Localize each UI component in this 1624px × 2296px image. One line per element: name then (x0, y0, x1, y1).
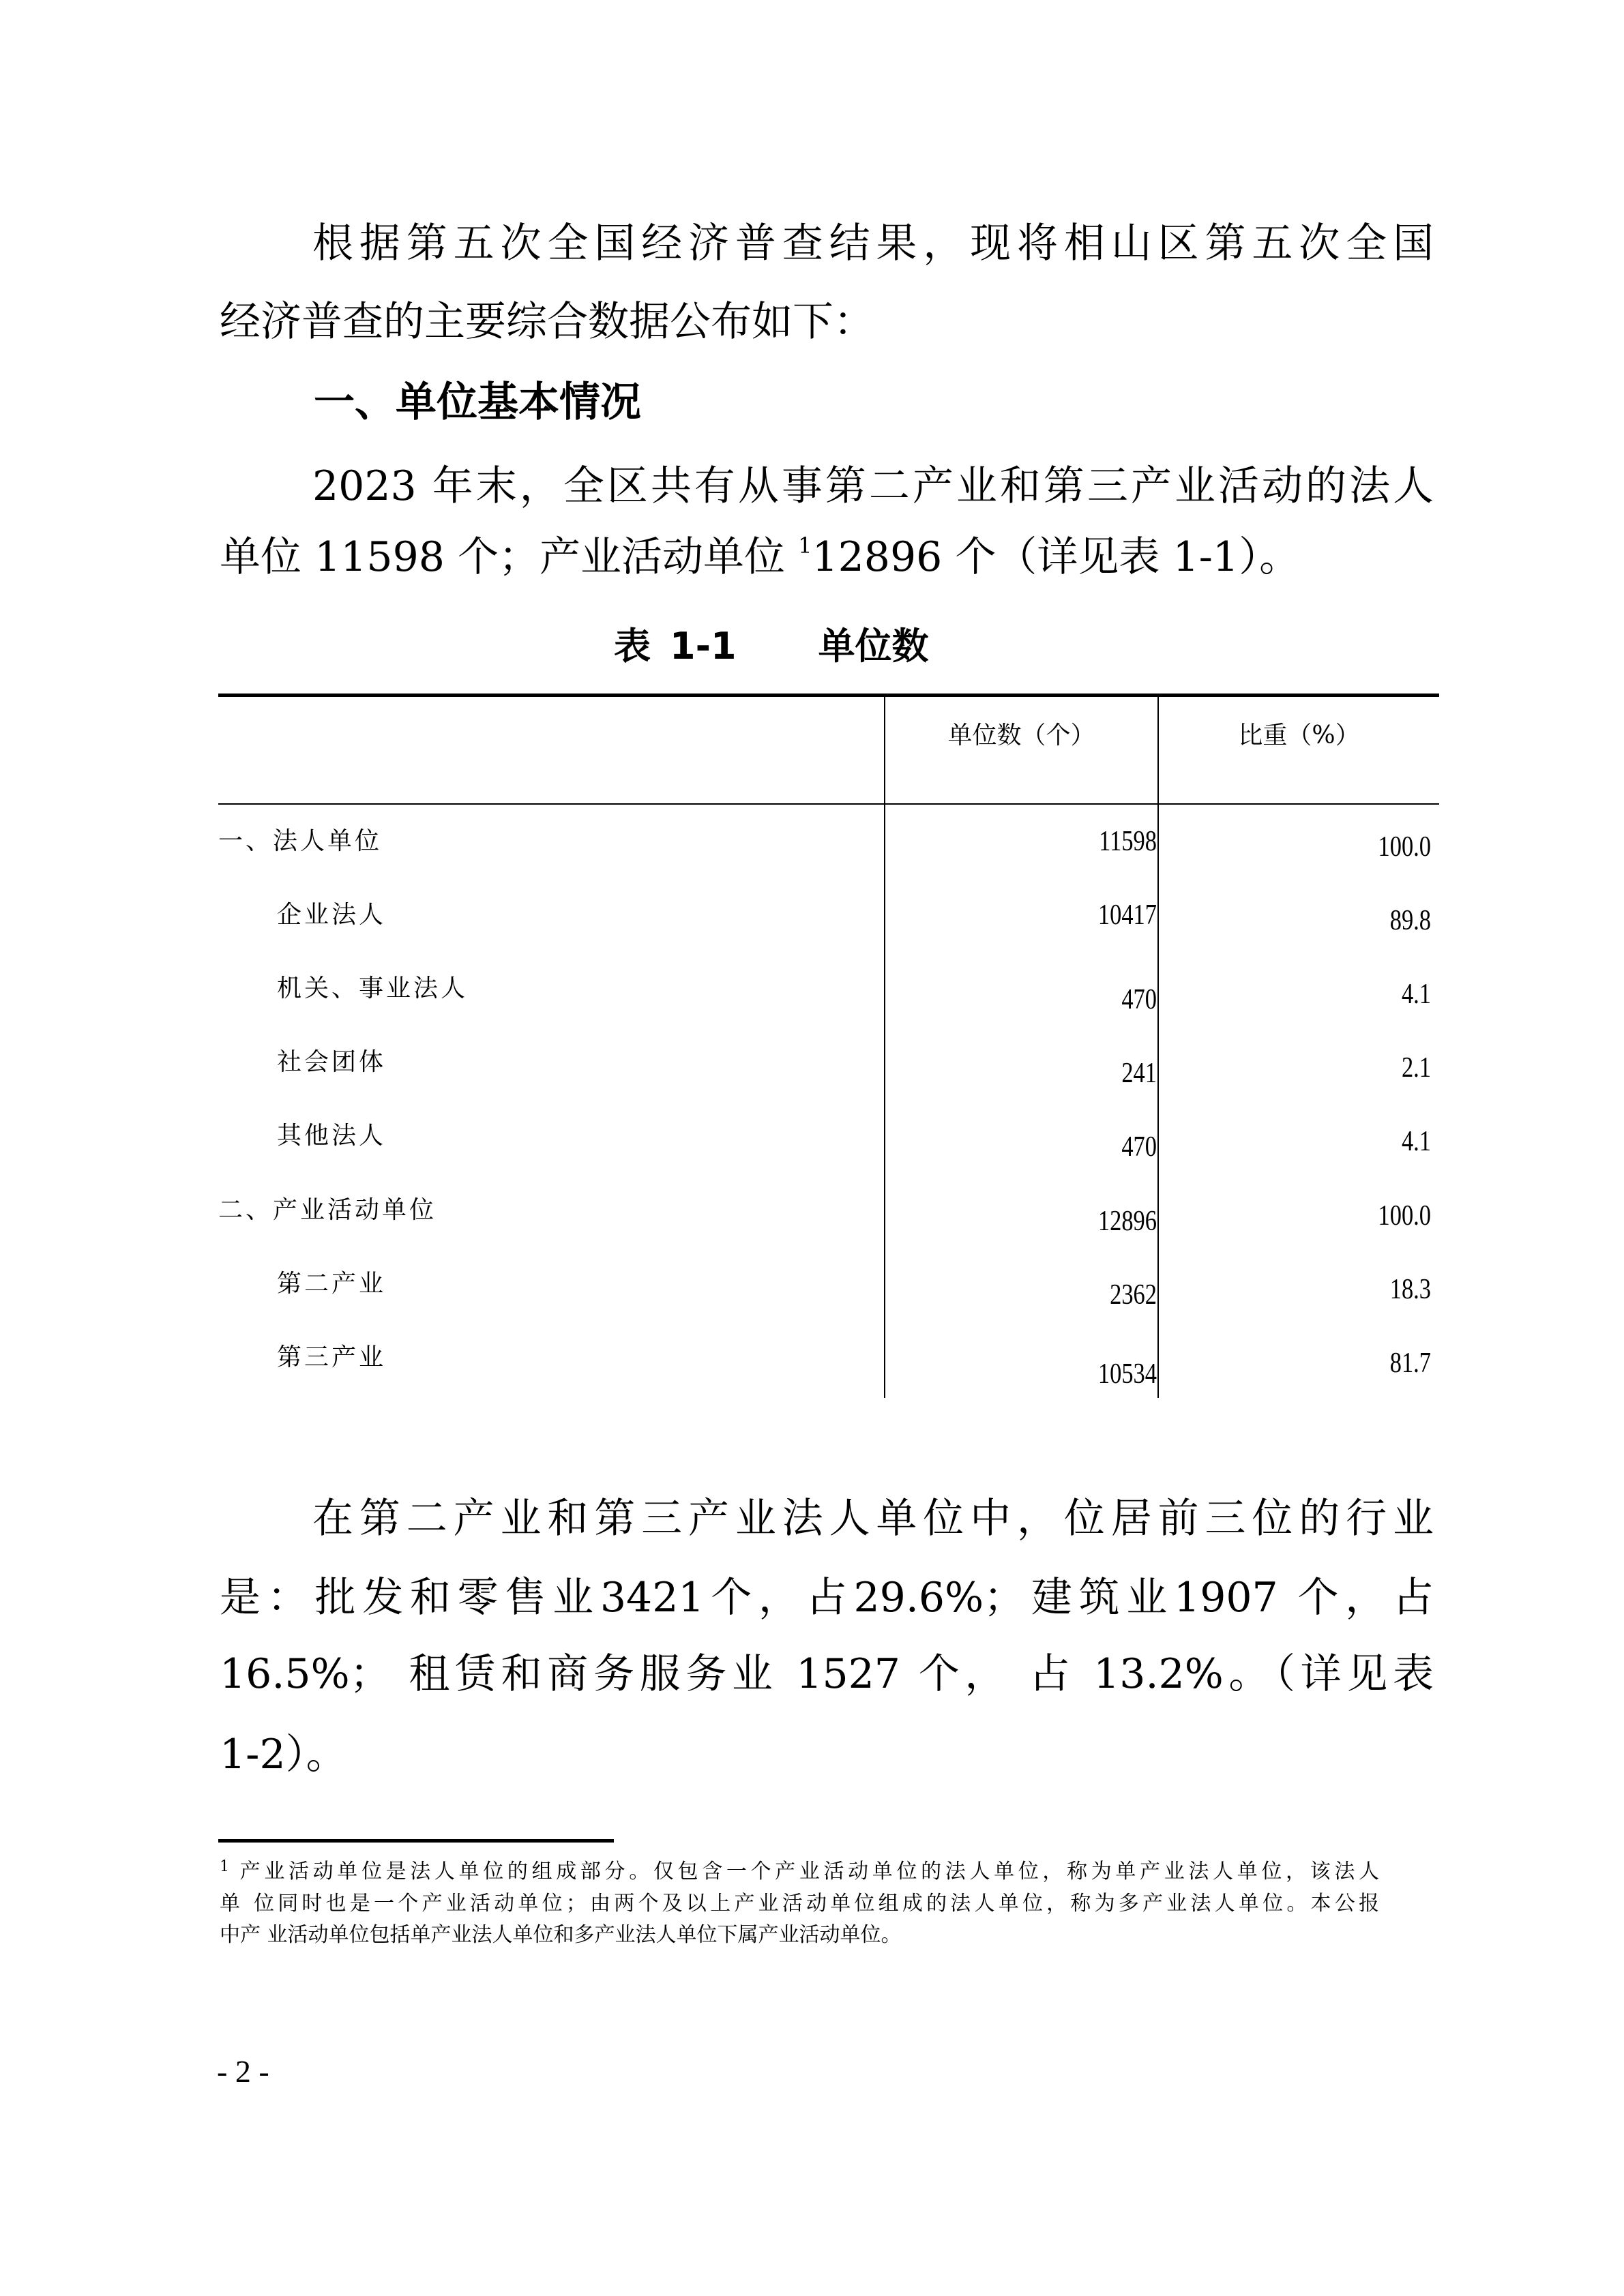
row-share: 81.7 (1389, 1347, 1431, 1379)
table-row (218, 1264, 1439, 1311)
footnote-reference[interactable]: 1 (798, 533, 812, 558)
row-count: 10417 (1097, 899, 1157, 931)
row-count: 470 (1121, 984, 1157, 1015)
row-count: 10534 (1097, 1358, 1157, 1390)
row-count: 241 (1121, 1058, 1157, 1089)
footnote-marker: 1 (220, 1858, 229, 1875)
row-label: 一、法人单位 (218, 827, 383, 855)
row-share: 4.1 (1401, 979, 1431, 1010)
row-label: 其他法人 (277, 1122, 387, 1150)
table-row (218, 1190, 1439, 1237)
table-caption (614, 621, 975, 672)
row-count: 2362 (1110, 1279, 1157, 1311)
table-row (218, 821, 1439, 862)
row-share: 100.0 (1378, 1200, 1431, 1232)
row-share: 89.8 (1389, 905, 1431, 936)
table-header-share: 比重（%） (1238, 721, 1360, 749)
summary-line-1: 2023 年末，全区共有从事第二产业和第三产业活动的法人 (312, 462, 1434, 510)
footnote-line-3: 中产 业活动单位包括单产业法人单位和多产业法人单位下属产业活动单位。 (220, 1923, 902, 1947)
industry-line-1: 在第二产业和第三产业法人单位中，位居前三位的行业 (312, 1495, 1434, 1542)
row-share: 2.1 (1401, 1052, 1431, 1084)
industry-line-3: 16.5%； 租赁和商务服务业 1527 个， 占 13.2%。（详见表 (220, 1650, 1434, 1698)
table-row (218, 1116, 1439, 1163)
table-caption-prefix: 表 (614, 625, 651, 668)
table-row (218, 968, 1439, 1015)
section-heading: 一、单位基本情况 (314, 378, 641, 426)
row-label: 二、产业活动单位 (218, 1196, 437, 1224)
table-header-count: 单位数（个） (947, 721, 1095, 749)
intro-line-2: 经济普查的主要综合数据公布如下： (220, 298, 874, 346)
table-row (218, 1337, 1439, 1390)
row-count: 12896 (1097, 1206, 1157, 1237)
industry-line-4: 1-2）。 (220, 1731, 347, 1778)
footnote-line-2: 单 位同时也是一个产业活动单位；由两个及以上产业活动单位组成的法人单位，称为多产业法人单位。本公报 (220, 1892, 1379, 1915)
row-label: 社会团体 (277, 1048, 387, 1076)
summary-line-2-after: 12896 个（详见表 1-1）。 (812, 533, 1301, 581)
row-label: 企业法人 (277, 901, 387, 929)
row-count: 470 (1121, 1131, 1157, 1163)
table-caption-number: 1-1 (670, 625, 737, 668)
table-caption-title: 单位数 (818, 625, 929, 668)
industry-line-2: 是：批发和零售业3421个，占29.6%；建筑业1907 个，占 (220, 1574, 1434, 1622)
summary-line-2 (220, 530, 1434, 584)
row-share: 4.1 (1401, 1126, 1431, 1157)
table-header-rule (218, 803, 1439, 805)
row-share: 18.3 (1389, 1274, 1431, 1305)
table-row (218, 1042, 1439, 1089)
row-label: 机关、事业法人 (277, 974, 469, 1002)
intro-line-1: 根据第五次全国经济普查结果，现将相山区第五次全国 (312, 220, 1434, 267)
row-label: 第二产业 (277, 1270, 387, 1298)
table-row (218, 895, 1439, 936)
table-top-rule (218, 694, 1439, 697)
row-label: 第三产业 (277, 1343, 387, 1371)
summary-line-2-before: 单位 11598 个；产业活动单位 (220, 533, 799, 581)
footnote-separator (218, 1839, 614, 1843)
row-share: 100.0 (1378, 831, 1431, 863)
page-number: - 2 - (217, 2054, 269, 2089)
footnote-text-1: 产业活动单位是法人单位的组成部分。仅包含一个产业活动单位的法人单位，称为单产业法人单位，该法人 (236, 1860, 1379, 1883)
footnote-line-1 (220, 1856, 1379, 1888)
row-count: 11598 (1099, 826, 1157, 857)
